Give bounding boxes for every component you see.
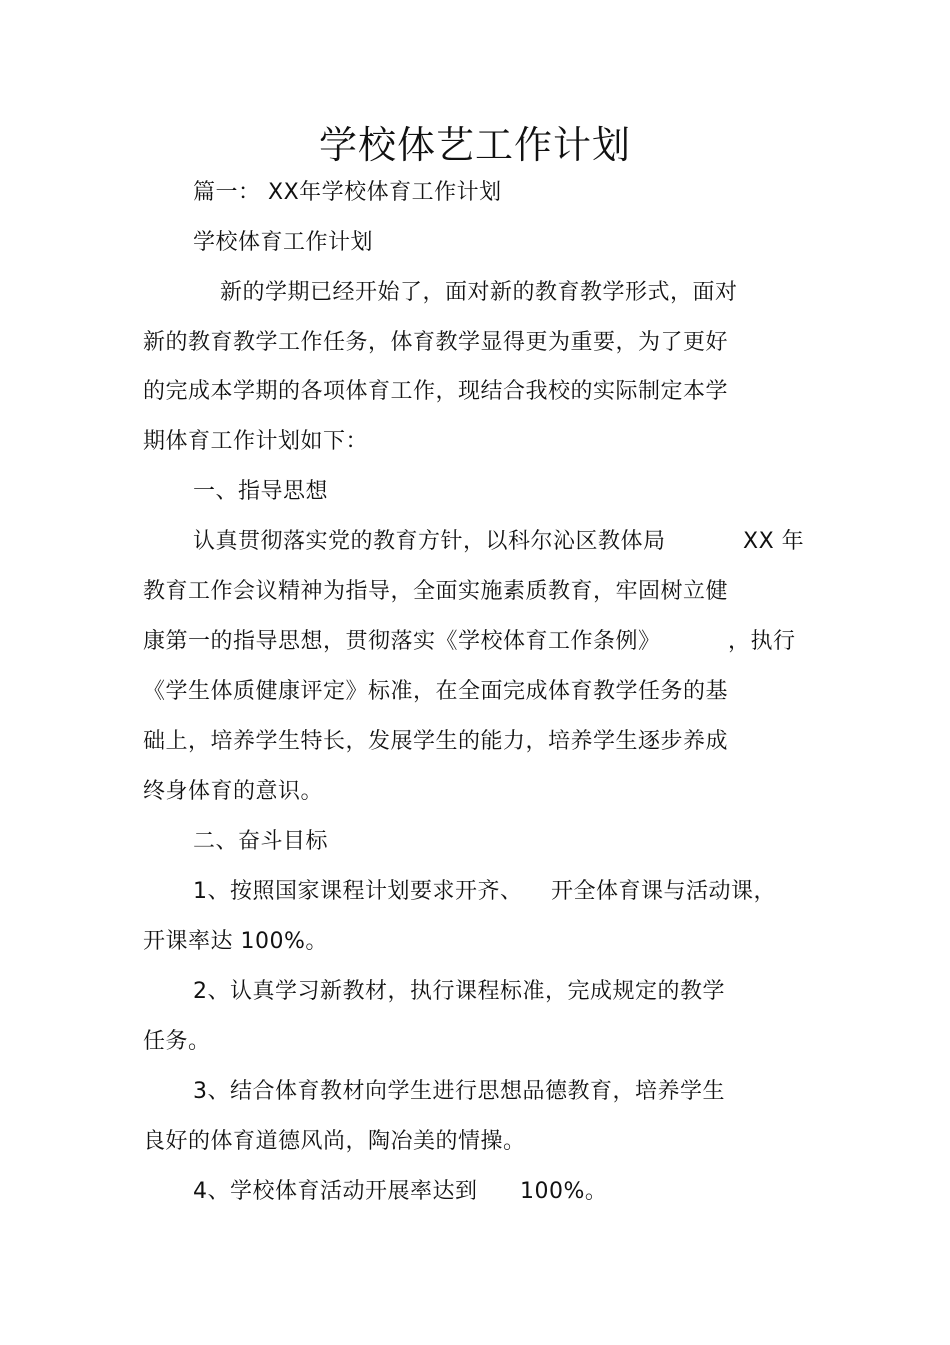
paragraph-line: 教育工作会议精神为指导，全面实施素质教育，牢固树立健 xyxy=(143,579,729,604)
section-heading-part-one: 篇一： XX年学校体育工作计划 xyxy=(193,180,502,205)
paragraph-line: 新的教育教学工作任务，体育教学显得更为重要，为了更好 xyxy=(143,330,729,355)
list-item: 2、认真学习新教材，执行课程标准，完成规定的教学 xyxy=(193,979,725,1004)
section-heading-goals: 二、奋斗目标 xyxy=(193,829,329,854)
paragraph-line: 《学生体质健康评定》标准，在全面完成体育教学任务的基 xyxy=(143,679,729,704)
paragraph-line-fragment: XX 年 xyxy=(743,529,805,554)
paragraph-line-fragment: ，执行 xyxy=(728,629,796,654)
list-item-fragment: 开全体育课与活动课， xyxy=(551,879,777,904)
paragraph-line: 础上，培养学生特长，发展学生的能力，培养学生逐步养成 xyxy=(143,729,729,754)
paragraph-line: 的完成本学期的各项体育工作，现结合我校的实际制定本学 xyxy=(143,379,729,404)
paragraph-line: 期体育工作计划如下： xyxy=(143,429,369,454)
list-item-fragment: 100%。 xyxy=(520,1179,608,1204)
document-title: 学校体艺工作计划 xyxy=(318,123,631,167)
list-item: 3、结合体育教材向学生进行思想品德教育，培养学生 xyxy=(193,1079,725,1104)
subtitle: 学校体育工作计划 xyxy=(193,230,374,255)
paragraph-line: 认真贯彻落实党的教育方针，以科尔沁区教体局 xyxy=(193,529,666,554)
paragraph-line: 新的学期已经开始了，面对新的教育教学形式，面对 xyxy=(220,280,738,305)
list-item-continuation: 开课率达 100%。 xyxy=(143,929,328,954)
paragraph-line: 康第一的指导思想，贯彻落实《学校体育工作条例》 xyxy=(143,629,661,654)
list-item: 1、按照国家课程计划要求开齐、 xyxy=(193,879,523,904)
list-item-continuation: 良好的体育道德风尚，陶冶美的情操。 xyxy=(143,1129,526,1154)
section-heading-guiding-thought: 一、指导思想 xyxy=(193,479,329,504)
paragraph-line: 终身体育的意识。 xyxy=(143,779,324,804)
list-item: 4、学校体育活动开展率达到 xyxy=(193,1179,478,1204)
list-item-continuation: 任务。 xyxy=(143,1029,211,1054)
